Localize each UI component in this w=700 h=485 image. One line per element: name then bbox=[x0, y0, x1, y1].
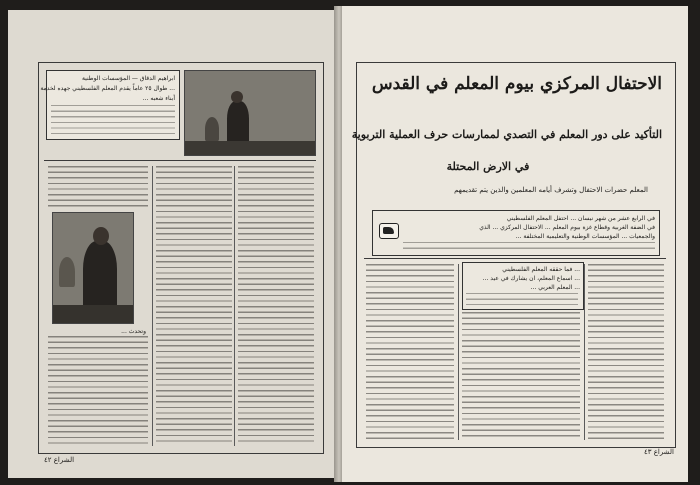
left-page-number: الشراع ٤٢ bbox=[44, 456, 75, 464]
left-header-line-2: ... طوال ٢٥ عاماً يقدم المعلم الفلسطيني جهده لخدمة bbox=[40, 85, 175, 92]
left-header-box bbox=[40, 70, 180, 140]
left-column-rule-2 bbox=[152, 166, 153, 446]
portrait-podium bbox=[53, 305, 133, 323]
intro-body bbox=[403, 242, 655, 252]
left-portrait-photo bbox=[52, 212, 134, 324]
quote-line-3: ... المعلم العربي ... bbox=[530, 284, 580, 291]
intro-line-2: في الضفة الغربية وقطاع غزة بيوم المعلم ... الاحتفال المركزي ... الذي bbox=[479, 224, 655, 231]
article-headline: الاحتفال المركزي بيوم المعلم في القدس bbox=[371, 74, 662, 94]
right-column-1 bbox=[588, 264, 664, 440]
intro-line-3: والجمعيات ... المؤسسات الوطنية والتعليمية المختلفة ... bbox=[515, 233, 655, 240]
photo-person bbox=[227, 101, 249, 145]
quote-line-2: ... اسماع المعلم، ان يشارك في عيد ... bbox=[482, 275, 580, 282]
left-column-1 bbox=[238, 166, 314, 446]
portrait-speaker bbox=[83, 241, 117, 311]
left-column-3-top bbox=[48, 166, 148, 208]
photo-person-head bbox=[231, 91, 243, 103]
portrait-flowers bbox=[59, 257, 75, 287]
right-page-number: الشراع ٤٣ bbox=[643, 448, 674, 456]
right-page bbox=[342, 6, 688, 482]
quote-line-1: ... فما حققه المعلم الفلسطيني bbox=[502, 266, 580, 273]
photo-table bbox=[185, 141, 315, 155]
right-column-rule-2 bbox=[458, 264, 459, 440]
quote-body bbox=[466, 293, 578, 305]
right-column-rule-1 bbox=[584, 264, 585, 440]
logo-icon bbox=[379, 223, 399, 239]
photo-flowers bbox=[205, 117, 219, 141]
left-page bbox=[8, 10, 336, 478]
left-column-2 bbox=[156, 166, 232, 446]
article-subheadline: التأكيد على دور المعلم في التصدي لممارسات حرف العملية التربوية bbox=[351, 128, 662, 141]
intro-line-1: في الرابع عشر من شهر نيسان ... احتفل المعلم الفلسطيني bbox=[506, 215, 655, 222]
portrait-speaker-head bbox=[93, 227, 109, 245]
right-divider bbox=[364, 258, 666, 259]
intro-box bbox=[372, 210, 660, 256]
quote-box bbox=[462, 262, 584, 310]
article-subheadline-2: في الارض المحتلة bbox=[446, 160, 530, 173]
right-column-3 bbox=[366, 264, 454, 440]
article-byline: المعلم حضرات الاحتفال وتشرف أيامه المعلمين والذين يتم تقديمهم bbox=[454, 186, 648, 194]
left-header-body bbox=[51, 105, 175, 135]
left-header-line-3: أبناء شعبه ... bbox=[142, 95, 175, 102]
left-column-rule-1 bbox=[234, 166, 235, 446]
right-column-2 bbox=[462, 312, 580, 440]
left-top-photo bbox=[184, 70, 316, 156]
left-caption: وتحدث ... bbox=[121, 328, 146, 335]
left-divider bbox=[44, 160, 316, 161]
left-header-line-1: ابراهيم الدقاق — المؤسسات الوطنية bbox=[81, 75, 175, 82]
left-column-3-bottom bbox=[48, 336, 148, 446]
